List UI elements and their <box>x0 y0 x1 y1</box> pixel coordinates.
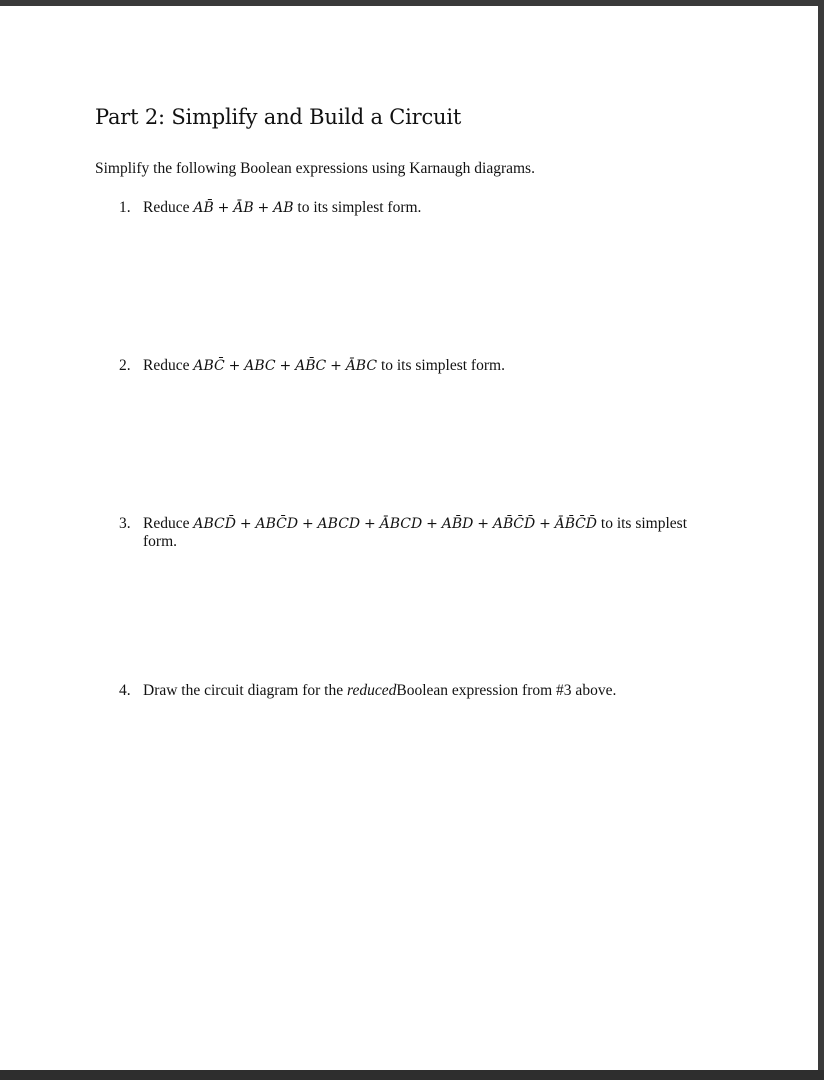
expression-term: ABC̄ <box>193 358 225 374</box>
question-text: Draw the circuit diagram for the <box>143 682 344 699</box>
expression-term: ĀB̄C̄D̄ <box>554 516 598 532</box>
expression-term: ĀB <box>233 200 254 216</box>
question-number: 4. <box>119 682 131 699</box>
emphasis-reduced: reduced <box>347 682 397 699</box>
viewer-right-edge <box>818 0 824 1080</box>
expression-term: ABCD <box>317 516 361 532</box>
question-lead: Reduce <box>143 357 190 374</box>
question-text-after: Boolean expression from #3 above. <box>396 682 617 699</box>
page-title: Part 2: Simplify and Build a Circuit <box>95 105 462 129</box>
expression-term: ĀBC <box>345 358 378 374</box>
expression-term: ABC̄D <box>255 516 299 532</box>
question-4 <box>119 682 719 700</box>
viewer-bottom-bar <box>0 1070 824 1080</box>
intro-text: Simplify the following Boolean expressions using Karnaugh diagrams. <box>95 160 535 177</box>
question-tail-continued: form. <box>143 533 178 550</box>
expression-term: AB̄C̄D̄ <box>492 516 536 532</box>
expression-term: ABC <box>244 358 276 374</box>
expression-term: AB̄C <box>295 358 327 374</box>
expression-term: AB̄ <box>193 200 214 216</box>
question-number: 1. <box>119 199 131 216</box>
question-3: 3. Reduce ABCD̄ + ABC̄D + ABCD + ĀBCD + AB̄D + AB̄C̄D̄ + ĀB̄C̄D̄ to its simplest form. <box>119 515 688 550</box>
expression-term: AB̄D <box>441 516 474 532</box>
document-page <box>0 6 818 1070</box>
expression-term: ĀBCD <box>379 516 423 532</box>
question-lead: Reduce <box>143 515 190 532</box>
question-2: 2. Reduce ABC̄ + ABC + AB̄C + ĀBC to its simplest form. <box>119 357 505 374</box>
question-lead: Reduce <box>143 199 190 216</box>
question-1: 1. Reduce AB̄ + ĀB + AB to its simplest form. <box>119 199 422 216</box>
question-tail: to its simplest form. <box>297 199 422 216</box>
question-tail: to its simplest <box>600 515 688 532</box>
question-number: 2. <box>119 357 131 374</box>
question-tail: to its simplest form. <box>380 357 505 374</box>
question-number: 3. <box>119 515 131 532</box>
expression-term: AB <box>273 200 294 216</box>
expression-term: ABCD̄ <box>193 516 236 532</box>
